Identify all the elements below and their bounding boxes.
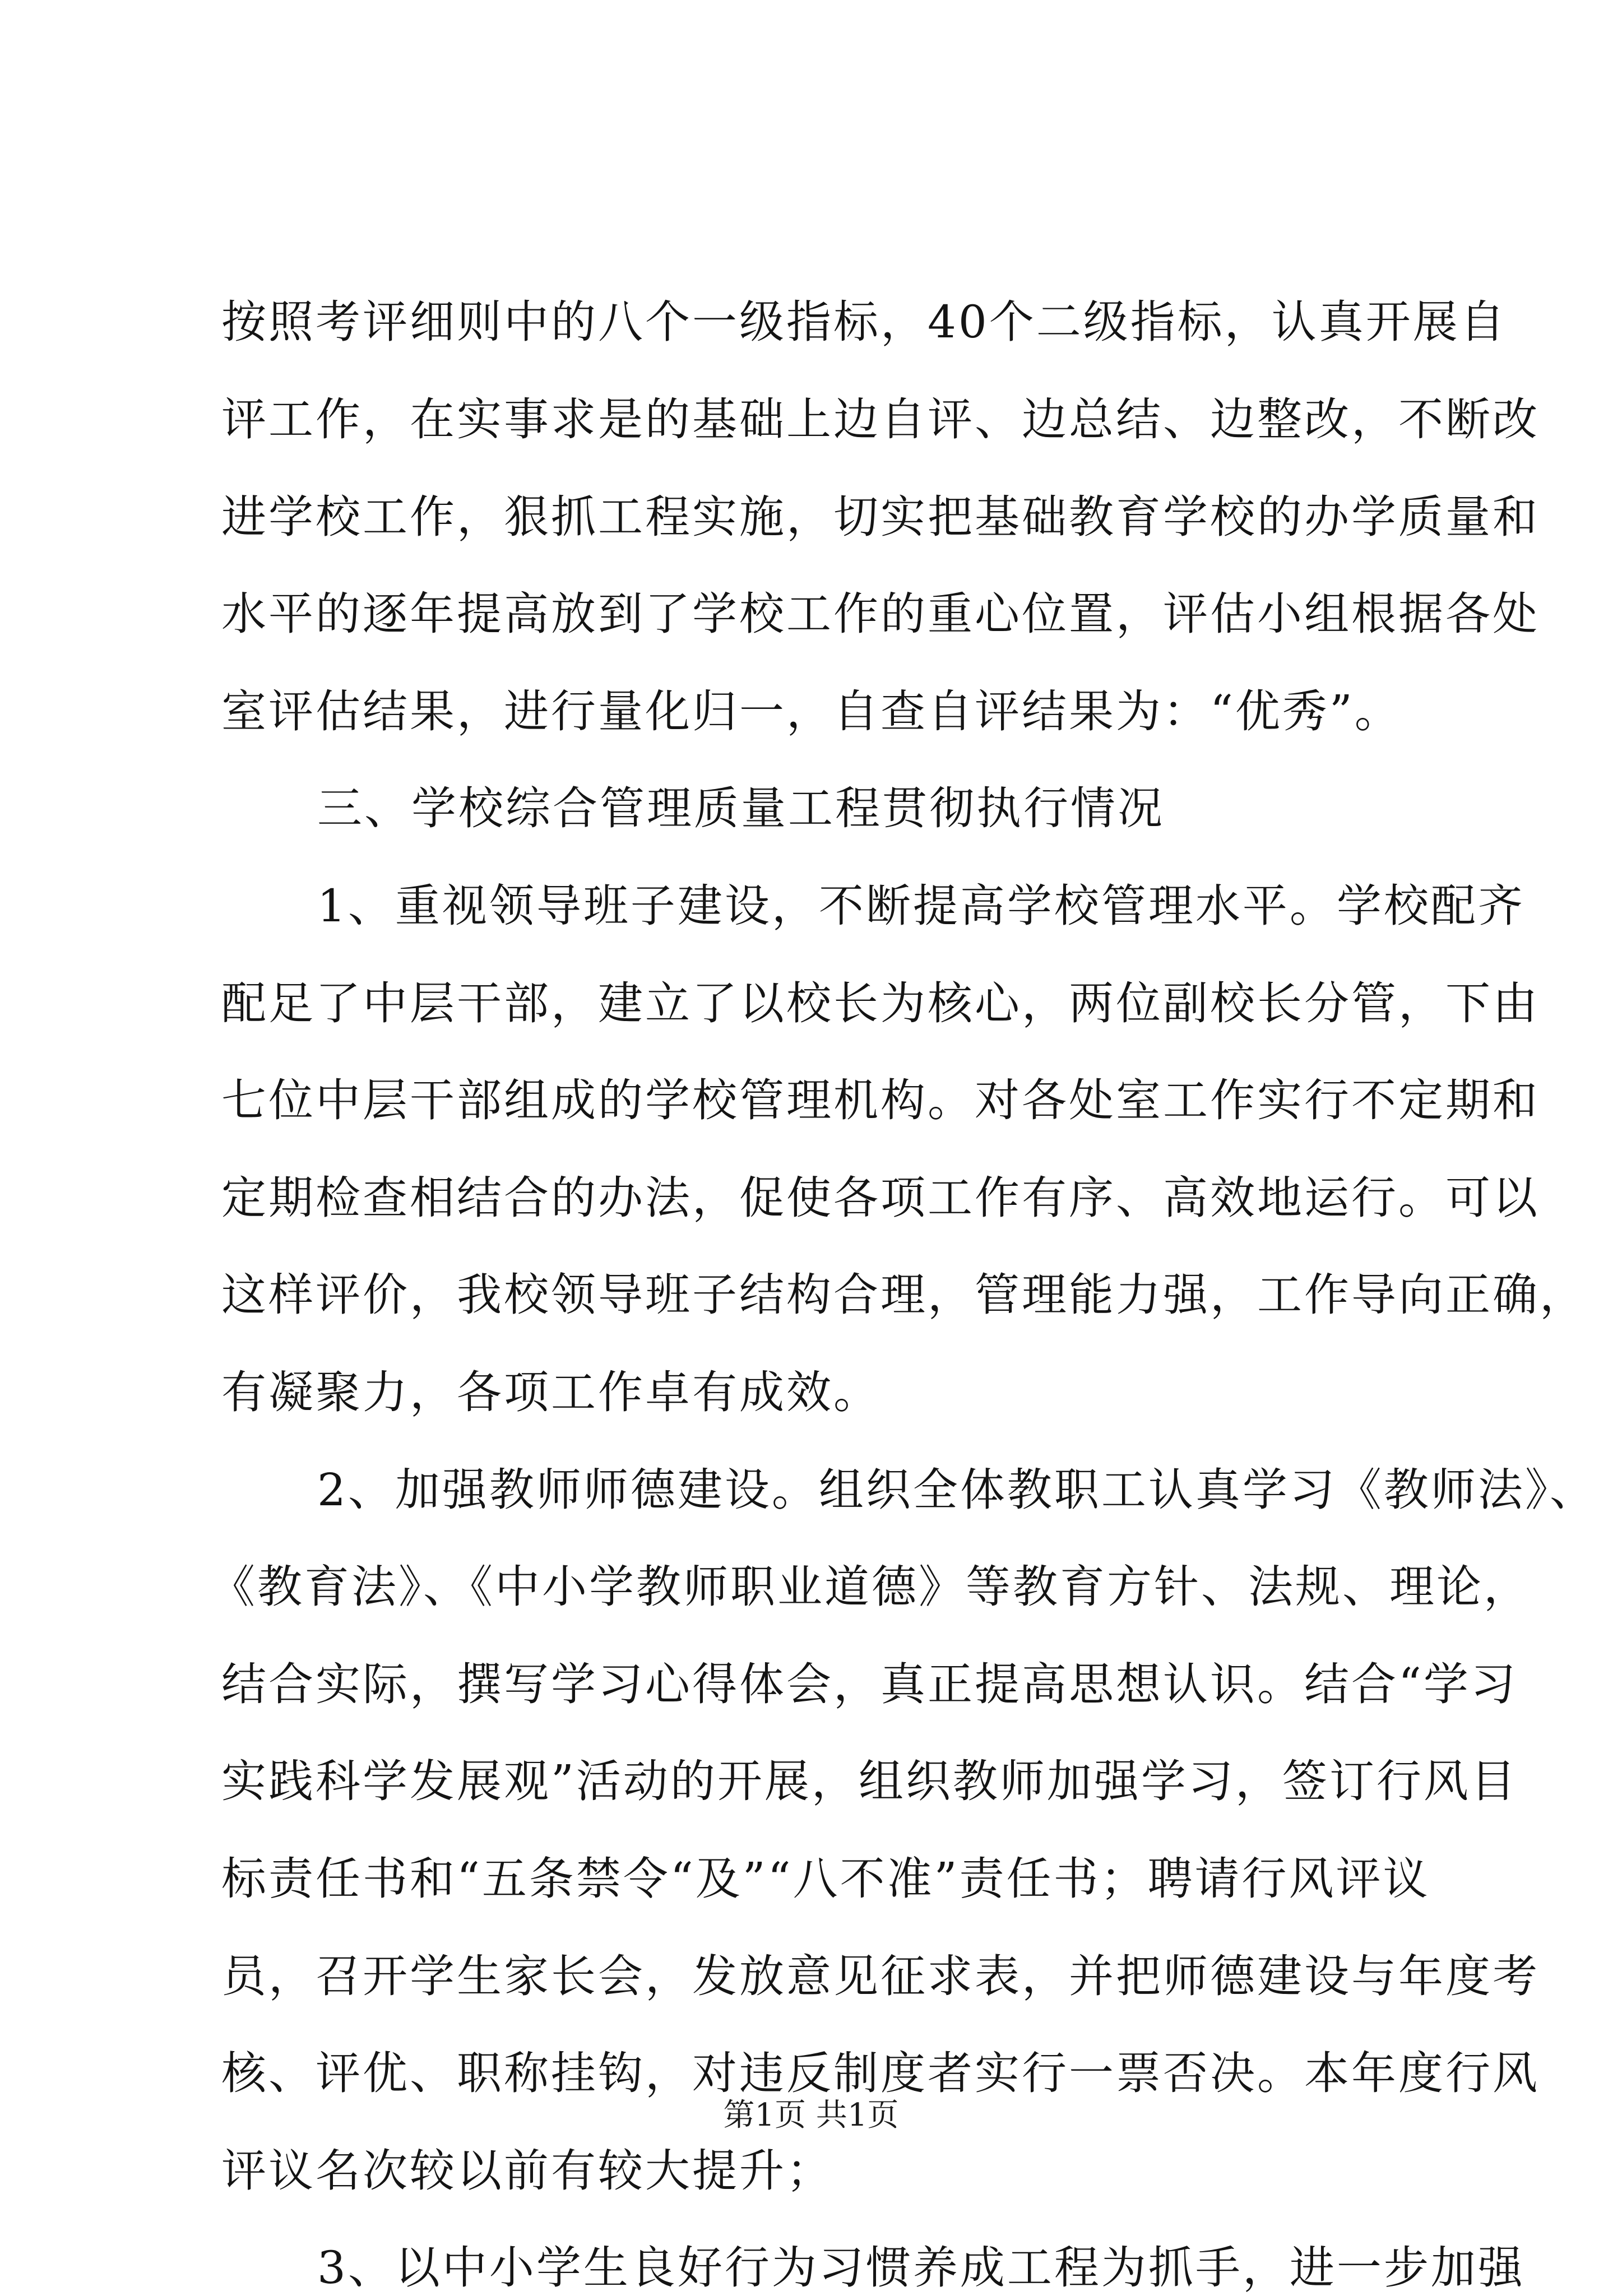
body-line: 评议名次较以前有较大提升； — [221, 2145, 833, 2197]
body-line: 七位中层干部组成的学校管理机构。对各处室工作实行不定期和 — [221, 1074, 1540, 1126]
body-line: 结合实际，撰写学习心得体会，真正提高思想认识。结合“学习 — [221, 1658, 1518, 1710]
body-line: 3、以中小学生良好行为习惯养成工程为抓手，进一步加强 — [317, 2242, 1525, 2294]
body-line: 这样评价，我校领导班子结构合理，管理能力强，工作导向正确， — [221, 1269, 1587, 1321]
body-line: 室评估结果，进行量化归一，自查自评结果为：“优秀”。 — [221, 685, 1402, 737]
body-line: 实践科学发展观”活动的开展，组织教师加强学习，签订行风目 — [221, 1755, 1518, 1807]
body-line: 标责任书和“五条禁令“及”“八不准”责任书；聘请行风评议 — [221, 1853, 1430, 1905]
body-line: 定期检查相结合的办法，促使各项工作有序、高效地运行。可以 — [221, 1172, 1540, 1224]
page-footer: 第1页 共1页 — [723, 2097, 899, 2133]
body-line: 《教育法》、《中小学教师职业道德》等教育方针、法规、理论， — [210, 1561, 1531, 1613]
section-heading: 三、学校综合管理质量工程贯彻执行情况 — [317, 782, 1165, 834]
body-line: 有凝聚力，各项工作卓有成效。 — [221, 1366, 880, 1418]
body-line: 核、评优、职称挂钩，对违反制度者实行一票否决。本年度行风 — [221, 2047, 1540, 2099]
body-line: 水平的逐年提高放到了学校工作的重心位置，评估小组根据各处 — [221, 588, 1540, 640]
body-line: 评工作，在实事求是的基础上边自评、边总结、边整改，不断改 — [221, 393, 1540, 446]
body-line: 员，召开学生家长会，发放意见征求表，并把师德建设与年度考 — [221, 1950, 1540, 2002]
body-line: 进学校工作，狠抓工程实施，切实把基础教育学校的办学质量和 — [221, 491, 1540, 543]
body-line: 配足了中层干部，建立了以校长为核心，两位副校长分管，下由 — [221, 977, 1540, 1029]
body-line: 1、重视领导班子建设，不断提高学校管理水平。学校配齐 — [317, 880, 1525, 932]
body-line: 2、加强教师师德建设。组织全体教职工认真学习《教师法》、 — [317, 1464, 1597, 1516]
body-line: 按照考评细则中的八个一级指标，40个二级指标，认真开展自 — [221, 296, 1507, 348]
